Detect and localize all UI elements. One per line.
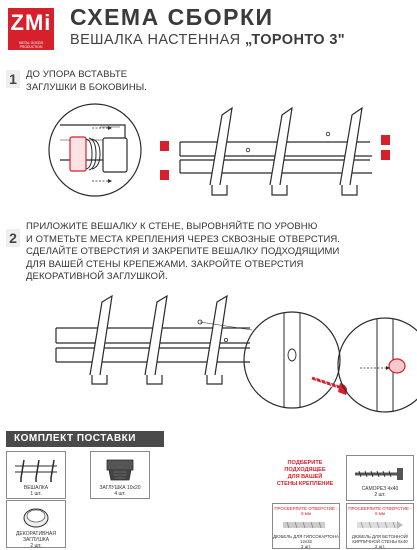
- kit-item-plug: [90, 451, 150, 499]
- step-2-line: ПРИЛОЖИТЕ ВЕШАЛКУ К СТЕНЕ, ВЫРОВНЯЙТЕ ПО УРОВНЮ: [26, 221, 318, 232]
- step-2-number: 2: [6, 229, 20, 247]
- subtitle-prefix: ВЕШАЛКА НАСТЕННАЯ: [70, 32, 241, 48]
- fasteners-note: [270, 460, 340, 488]
- fasteners-note-line: ДЛЯ ВАШЕЙ: [287, 474, 323, 480]
- fastener-qty: 2 шт.: [301, 544, 311, 549]
- step-1-line: ЗАГЛУШКИ В БОКОВИНЫ.: [26, 81, 148, 93]
- step-2-line: ДЕКОРАТИВНОЙ ЗАГЛУШКОЙ.: [26, 271, 168, 283]
- kit-item-label: [7, 531, 65, 549]
- hanger-icon: [7, 454, 65, 484]
- drywall-dowel-icon: [273, 516, 339, 534]
- fastener-drywall-dowel: [272, 503, 340, 549]
- kit-item-name: ВЕШАЛКА: [23, 485, 49, 491]
- kit-item-hanger: [6, 451, 66, 499]
- kit-item-name: ДЕКОРАТИВНАЯ ЗАГЛУШКА: [16, 531, 56, 543]
- plug-icon: [91, 454, 149, 484]
- step-1-line: ДО УПОРА ВСТАВЬТЕ: [26, 69, 128, 80]
- kit-item-name: ЗАГЛУШКА 10х20: [99, 485, 141, 491]
- fastener-name: САМОРЕЗ 4х40: [361, 486, 399, 492]
- fastener-label: [347, 486, 413, 498]
- fastener-qty: 2 шт.: [375, 544, 385, 549]
- fastener-screw: [346, 455, 414, 501]
- fastener-label: [347, 534, 413, 549]
- fasteners-note-line: ПОДХОДЯЩЕЕ: [284, 467, 326, 473]
- subtitle-model: „ТОРОНТО 3": [244, 32, 346, 48]
- kit-title: КОМПЛЕКТ ПОСТАВКИ: [6, 431, 164, 447]
- fasteners-note-line: ПОДБЕРИТЕ: [287, 460, 323, 466]
- step-2-line: СДЕЛАЙТЕ ОТВЕРСТИЯ И ЗАКРЕПИТЕ ВЕШАЛКУ ПОДХОДЯЩИМИ: [26, 246, 340, 258]
- step-1-number: 1: [6, 70, 20, 88]
- logo-subtext: METAL GOODS PRODUCTION: [18, 41, 44, 49]
- fastener-name: ДЮБЕЛЬ ДЛЯ БЕТОННОЙ/КИРПИЧНОЙ СТЕНЫ 6х40: [351, 534, 409, 544]
- page-title: СХЕМА СБОРКИ: [70, 4, 274, 30]
- kit-item-decorative-plug: [6, 500, 66, 548]
- step-2-line: И ОТМЕТЬТЕ МЕСТА КРЕПЛЕНИЯ ЧЕРЕЗ СКВОЗНЫЕ ОТВЕРСТИЯ.: [26, 233, 341, 245]
- fastener-concrete-dowel: [346, 503, 414, 549]
- kit-item-qty: 4 шт.: [114, 491, 126, 497]
- kit-item-qty: 1 шт.: [30, 491, 42, 497]
- step-2-line: ДЛЯ ВАШЕЙ СТЕНЫ КРЕПЕЖАМИ. ЗАКРОЙТЕ ОТВЕРСТИЯ: [26, 258, 304, 270]
- fastener-drill-note: ПРОСВЕРЛИТЕ ОТВЕРСТИЕ - 6 мм: [348, 506, 412, 516]
- kit-item-label: [7, 485, 65, 497]
- kit-item-label: [91, 485, 149, 497]
- fastener-label: [273, 534, 339, 549]
- fastener-drill-note: ПРОСВЕРЛИТЕ ОТВЕРСТИЕ - 8 мм: [274, 506, 338, 516]
- fasteners-note-line: СТЕНЫ КРЕПЛЕНИЕ: [276, 481, 334, 487]
- screw-icon: [347, 462, 413, 486]
- fastener-name: ДЮБЕЛЬ ДЛЯ ГИПСОКАРТОНА 12х32: [273, 534, 339, 544]
- decorative-plug-icon: [7, 503, 65, 533]
- concrete-dowel-icon: [347, 516, 413, 534]
- fastener-qty: 2 шт.: [374, 492, 386, 498]
- kit-item-qty: 2 шт.: [30, 543, 42, 549]
- logo-text: ZMi: [10, 10, 52, 35]
